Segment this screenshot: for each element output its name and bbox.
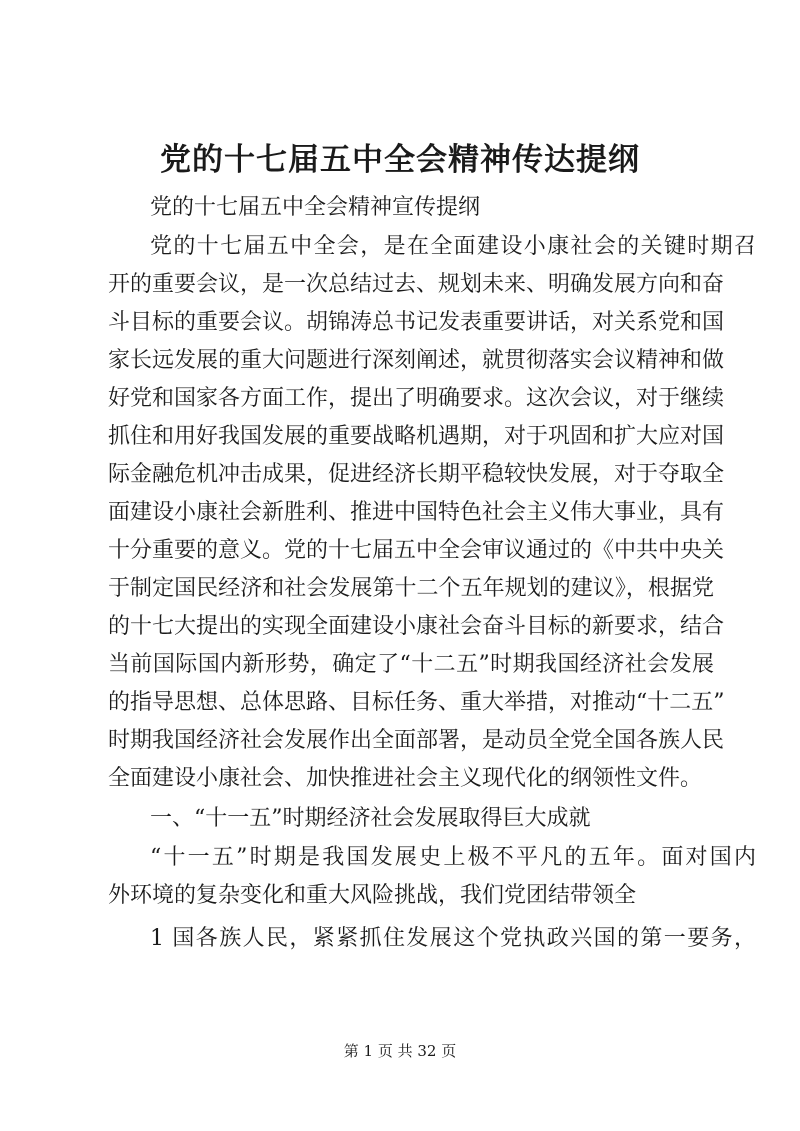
body-line: 开的重要会议，是一次总结过去、规划未来、明确发展方向和奋 (108, 272, 725, 297)
body-line: 全面建设小康社会、加快推进社会主义现代化的纲领性文件。 (108, 766, 703, 791)
section-heading: 一、“十一五”时期经济社会发展取得巨大成就 (150, 806, 591, 831)
body-line: 当前国际国内新形势，确定了“十二五”时期我国经济社会发展 (108, 652, 714, 677)
body-line: 外环境的复杂变化和重大风险挑战，我们党团结带领全 (108, 883, 637, 908)
body-line: 际金融危机冲击成果，促进经济长期平稳较快发展，对于夺取全 (108, 462, 725, 487)
body-line: 党的十七届五中全会，是在全面建设小康社会的关键时期召 (150, 234, 756, 259)
body-line: 十分重要的意义。党的十七届五中全会审议通过的《中共中央关 (108, 538, 725, 563)
body-line: 1 国各族人民，紧紧抓住发展这个党执政兴国的第一要务， (150, 926, 756, 951)
subtitle-line: 党的十七届五中全会精神宣传提纲 (150, 195, 481, 220)
body-line: 抓住和用好我国发展的重要战略机遇期，对于巩固和扩大应对国 (108, 424, 725, 449)
body-line: “十一五”时期是我国发展史上极不平凡的五年。面对国内 (150, 845, 756, 870)
document-title: 党的十七届五中全会精神传达提纲 (160, 142, 640, 178)
body-line: 斗目标的重要会议。胡锦涛总书记发表重要讲话，对关系党和国 (108, 310, 725, 335)
body-line: 于制定国民经济和社会发展第十二个五年规划的建议》，根据党 (108, 576, 714, 601)
body-line: 家长远发展的重大问题进行深刻阐述，就贯彻落实会议精神和做 (108, 348, 725, 373)
body-line: 的指导思想、总体思路、目标任务、重大举措，对推动“十二五” (108, 690, 725, 715)
body-line: 好党和国家各方面工作，提出了明确要求。这次会议，对于继续 (108, 386, 725, 411)
body-line: 面建设小康社会新胜利、推进中国特色社会主义伟大事业，具有 (108, 500, 725, 525)
body-line: 的十七大提出的实现全面建设小康社会奋斗目标的新要求，结合 (108, 614, 725, 639)
page-footer: 第 1 页 共 32 页 (343, 1042, 457, 1060)
body-line: 时期我国经济社会发展作出全面部署，是动员全党全国各族人民 (108, 728, 725, 753)
